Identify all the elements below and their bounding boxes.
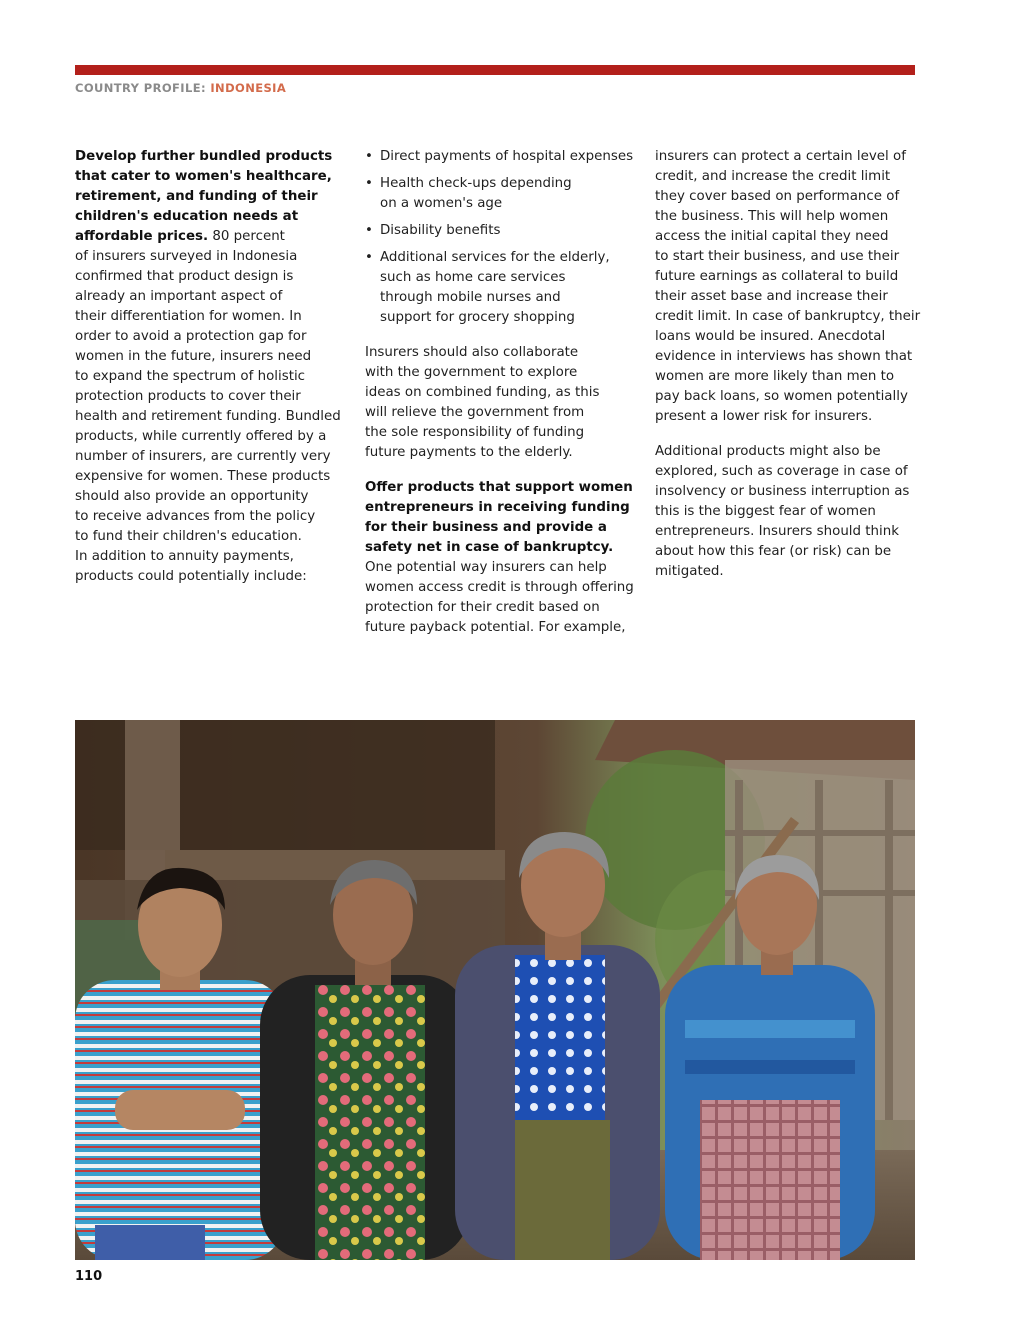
bullet-list: [365, 147, 634, 328]
bold-lead: [75, 147, 337, 227]
text-line: credit, and increase the credit limit: [655, 169, 891, 184]
text-line: • Additional services for the elderly,: [380, 250, 610, 265]
text-line: loans would be insured. Anecdotal: [655, 329, 886, 344]
text-line: women are more likely than men to: [655, 369, 895, 384]
section-header: [75, 81, 286, 95]
text-line: • Direct payments of hospital expenses: [380, 149, 634, 164]
text-line: mitigated.: [655, 564, 724, 579]
paragraph-body: [365, 558, 634, 638]
text-line: number of insurers, are currently very: [75, 449, 331, 464]
text-line: Additional products might also be: [655, 444, 881, 459]
text-fragment: 80 percent: [208, 229, 285, 244]
text-line: with the government to explore: [365, 365, 578, 380]
text-line: Develop further bundled products: [75, 149, 333, 164]
text-line: evidence in interviews has shown that: [655, 349, 913, 364]
text-line: safety net in case of bankruptcy.: [365, 540, 614, 555]
text-line: ideas on combined funding, as this: [365, 385, 600, 400]
text-line: on a women's age: [380, 196, 503, 211]
text-line: Insurers should also collaborate: [365, 345, 579, 360]
text-line: to fund their children's education.: [75, 529, 302, 544]
text-line: insolvency or business interruption as: [655, 484, 910, 499]
text-line: [75, 227, 337, 247]
text-line: entrepreneurs. Insurers should think: [655, 524, 899, 539]
text-line: retirement, and funding of their: [75, 189, 318, 204]
text-line: explored, such as coverage in case of: [655, 464, 908, 479]
paragraph-body: [75, 247, 341, 587]
paragraph-entrepreneurs: [365, 478, 634, 638]
text-line: • Health check-ups depending: [380, 176, 572, 191]
text-line: In addition to annuity payments,: [75, 549, 294, 564]
text-line: future payments to the elderly.: [365, 445, 573, 460]
text-line: insurers can protect a certain level of: [655, 149, 906, 164]
bullet-item: [365, 221, 627, 241]
text-line: order to avoid a protection gap for: [75, 329, 307, 344]
text-line: expensive for women. These products: [75, 469, 331, 484]
text-line: products could potentially include:: [75, 569, 307, 584]
text-line: about how this fear (or risk) can be: [655, 544, 892, 559]
photo-women-and-boy: [75, 720, 915, 1260]
bullet-item: [365, 147, 634, 167]
text-column-2: [365, 147, 634, 653]
header-rule: [75, 65, 915, 75]
paragraph-credit: [655, 147, 921, 427]
text-line: present a lower risk for insurers.: [655, 409, 873, 424]
bullet-item: [365, 174, 627, 214]
text-line: Offer products that support women: [365, 480, 633, 495]
text-line: support for grocery shopping: [380, 310, 575, 325]
text-line: future earnings as collateral to build: [655, 269, 899, 284]
text-line: this is the biggest fear of women: [655, 504, 876, 519]
text-line: for their business and provide a: [365, 520, 607, 535]
text-line: women access credit is through offering: [365, 580, 634, 595]
text-line: confirmed that product design is: [75, 269, 294, 284]
text-line: credit limit. In case of bankruptcy, their: [655, 309, 921, 324]
text-line: that cater to women's healthcare,: [75, 169, 332, 184]
text-line: should also provide an opportunity: [75, 489, 309, 504]
text-line: protection products to cover their: [75, 389, 301, 404]
text-line: the business. This will help women: [655, 209, 889, 224]
text-column-3: [655, 147, 921, 597]
text-line: their differentiation for women. In: [75, 309, 302, 324]
text-line: women in the future, insurers need: [75, 349, 312, 364]
text-line: health and retirement funding. Bundled: [75, 409, 341, 424]
text-line: will relieve the government from: [365, 405, 585, 420]
paragraph-collaborate: [365, 343, 627, 463]
text-line: already an important aspect of: [75, 289, 283, 304]
text-line: entrepreneurs in receiving funding: [365, 500, 630, 515]
text-line: to receive advances from the policy: [75, 509, 316, 524]
page-number: 110: [75, 1269, 103, 1284]
text-line: access the initial capital they need: [655, 229, 889, 244]
bold-lead: [365, 478, 633, 558]
text-line: to start their business, and use their: [655, 249, 900, 264]
text-line: through mobile nurses and: [380, 290, 561, 305]
text-line: One potential way insurers can help: [365, 560, 607, 575]
bullet-item: [365, 248, 627, 328]
paragraph-bundled-products: [75, 147, 341, 587]
text-line: protection for their credit based on: [365, 600, 600, 615]
photo-illustration: [75, 720, 915, 1260]
text-line: they cover based on performance of: [655, 189, 900, 204]
header-country: INDONESIA: [210, 81, 287, 95]
paragraph-additional-products: [655, 442, 913, 582]
text-line: children's education needs at: [75, 209, 299, 224]
text-line: future payback potential. For example,: [365, 620, 626, 635]
text-line: the sole responsibility of funding: [365, 425, 585, 440]
text-line: of insurers surveyed in Indonesia: [75, 249, 298, 264]
bold-lead-end: affordable prices.: [75, 229, 209, 244]
text-line: such as home care services: [380, 270, 566, 285]
text-line: to expand the spectrum of holistic: [75, 369, 306, 384]
text-line: their asset base and increase their: [655, 289, 888, 304]
text-line: pay back loans, so women potentially: [655, 389, 908, 404]
header-label: COUNTRY PROFILE:: [75, 81, 211, 95]
text-line: products, while currently offered by a: [75, 429, 327, 444]
text-column-1: [75, 147, 341, 602]
text-line: • Disability benefits: [380, 223, 501, 238]
